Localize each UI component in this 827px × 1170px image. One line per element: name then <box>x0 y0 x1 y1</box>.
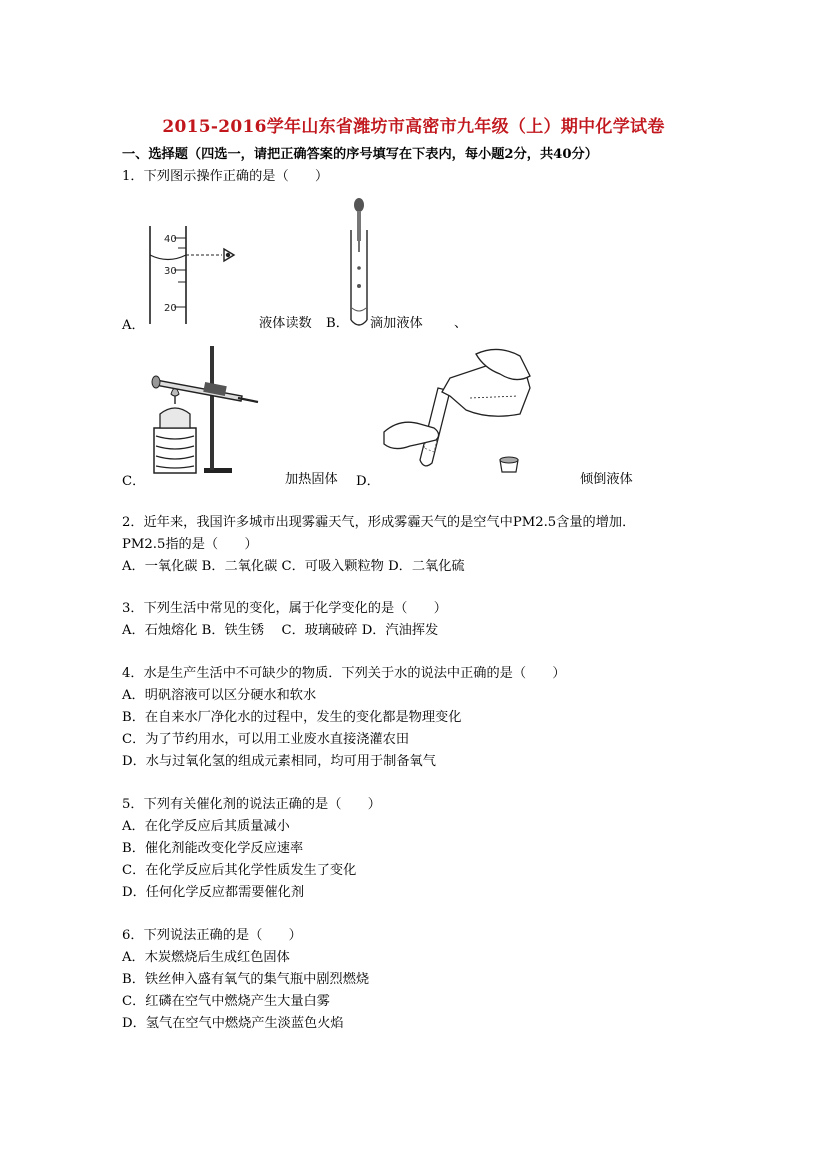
heating-solid-figure <box>146 344 266 476</box>
q6-option-d: D．氢气在空气中燃烧产生淡蓝色火焰 <box>122 1016 344 1031</box>
exam-title: 2015-2016学年山东省潍坊市高密市九年级（上）期中化学试卷 <box>162 117 665 137</box>
q1-option-a-label: 液体读数 <box>259 316 312 331</box>
tick-label: 30 <box>164 266 177 277</box>
q4-option-c: C．为了节约用水，可以用工业废水直接浇灌农田 <box>122 732 410 747</box>
q2-stem-line1: 2．近年来，我国许多城市出现雾霾天气，形成雾霾天气的是空气中PM2.5含量的增加． <box>122 515 636 530</box>
pouring-liquid-figure <box>380 348 540 478</box>
alcohol-lamp <box>160 408 190 428</box>
q1-stem: 1．下列图示操作正确的是（ ） <box>122 169 329 184</box>
q1-option-c-label: 加热固体 <box>285 472 338 487</box>
q6-option-a: A．木炭燃烧后生成红色固体 <box>122 950 290 965</box>
dropper-figure <box>346 196 372 328</box>
q2-stem-line2: PM2.5指的是（ ） <box>122 537 258 552</box>
tick-label: 40 <box>164 234 177 245</box>
meniscus <box>150 255 186 260</box>
q6-stem: 6．下列说法正确的是（ ） <box>122 928 302 943</box>
q1-option-b-label: 滴加液体 <box>370 316 423 331</box>
q4-option-d: D．水与过氧化氢的组成元素相同，均可用于制备氧气 <box>122 754 436 769</box>
q4-option-a: A．明矾溶液可以区分硬水和软水 <box>122 688 317 703</box>
q3-stem: 3．下列生活中常见的变化，属于化学变化的是（ ） <box>122 601 447 616</box>
q5-option-d: D．任何化学反应都需要催化剂 <box>122 885 305 900</box>
q2-options: A．一氧化碳 B．二氧化碳 C．可吸入颗粒物 D．二氧化硫 <box>122 559 465 574</box>
q1-option-a-prefix: A． <box>122 318 145 333</box>
q5-option-c: C．在化学反应后其化学性质发生了变化 <box>122 863 357 878</box>
stand-base <box>204 468 232 473</box>
dropper-bulb <box>354 198 364 212</box>
q4-option-b: B．在自来水厂净化水的过程中，发生的变化都是物理变化 <box>122 710 462 725</box>
q6-option-b: B．铁丝伸入盛有氧气的集气瓶中剧烈燃烧 <box>122 972 370 987</box>
q5-stem: 5．下列有关催化剂的说法正确的是（ ） <box>122 797 381 812</box>
q1-option-d-prefix: D． <box>356 474 380 489</box>
tick-label: 20 <box>164 303 177 314</box>
q1-option-c-prefix: C． <box>122 474 146 489</box>
q1-option-d-label: 倾倒液体 <box>580 472 633 487</box>
cylinder-reading-figure <box>140 224 240 326</box>
section-heading: 一、选择题（四选一，请把正确答案的序号填写在下表内，每小题2分，共40分） <box>122 147 598 162</box>
q6-option-c: C．红磷在空气中燃烧产生大量白雾 <box>122 994 330 1009</box>
q4-stem: 4．水是生产生活中不可缺少的物质．下列关于水的说法中正确的是（ ） <box>122 666 566 681</box>
stand-rod <box>210 346 214 470</box>
q1-option-b-separator: 、 <box>454 316 468 331</box>
q5-option-a: A．在化学反应后其质量减小 <box>122 819 290 834</box>
q1-option-b-prefix: B． <box>326 316 349 331</box>
q3-options: A．石烛熔化 B．铁生锈 C．玻璃破碎 D．汽油挥发 <box>122 623 439 638</box>
test-tube <box>155 380 242 401</box>
q5-option-b: B．催化剂能改变化学反应速率 <box>122 841 304 856</box>
